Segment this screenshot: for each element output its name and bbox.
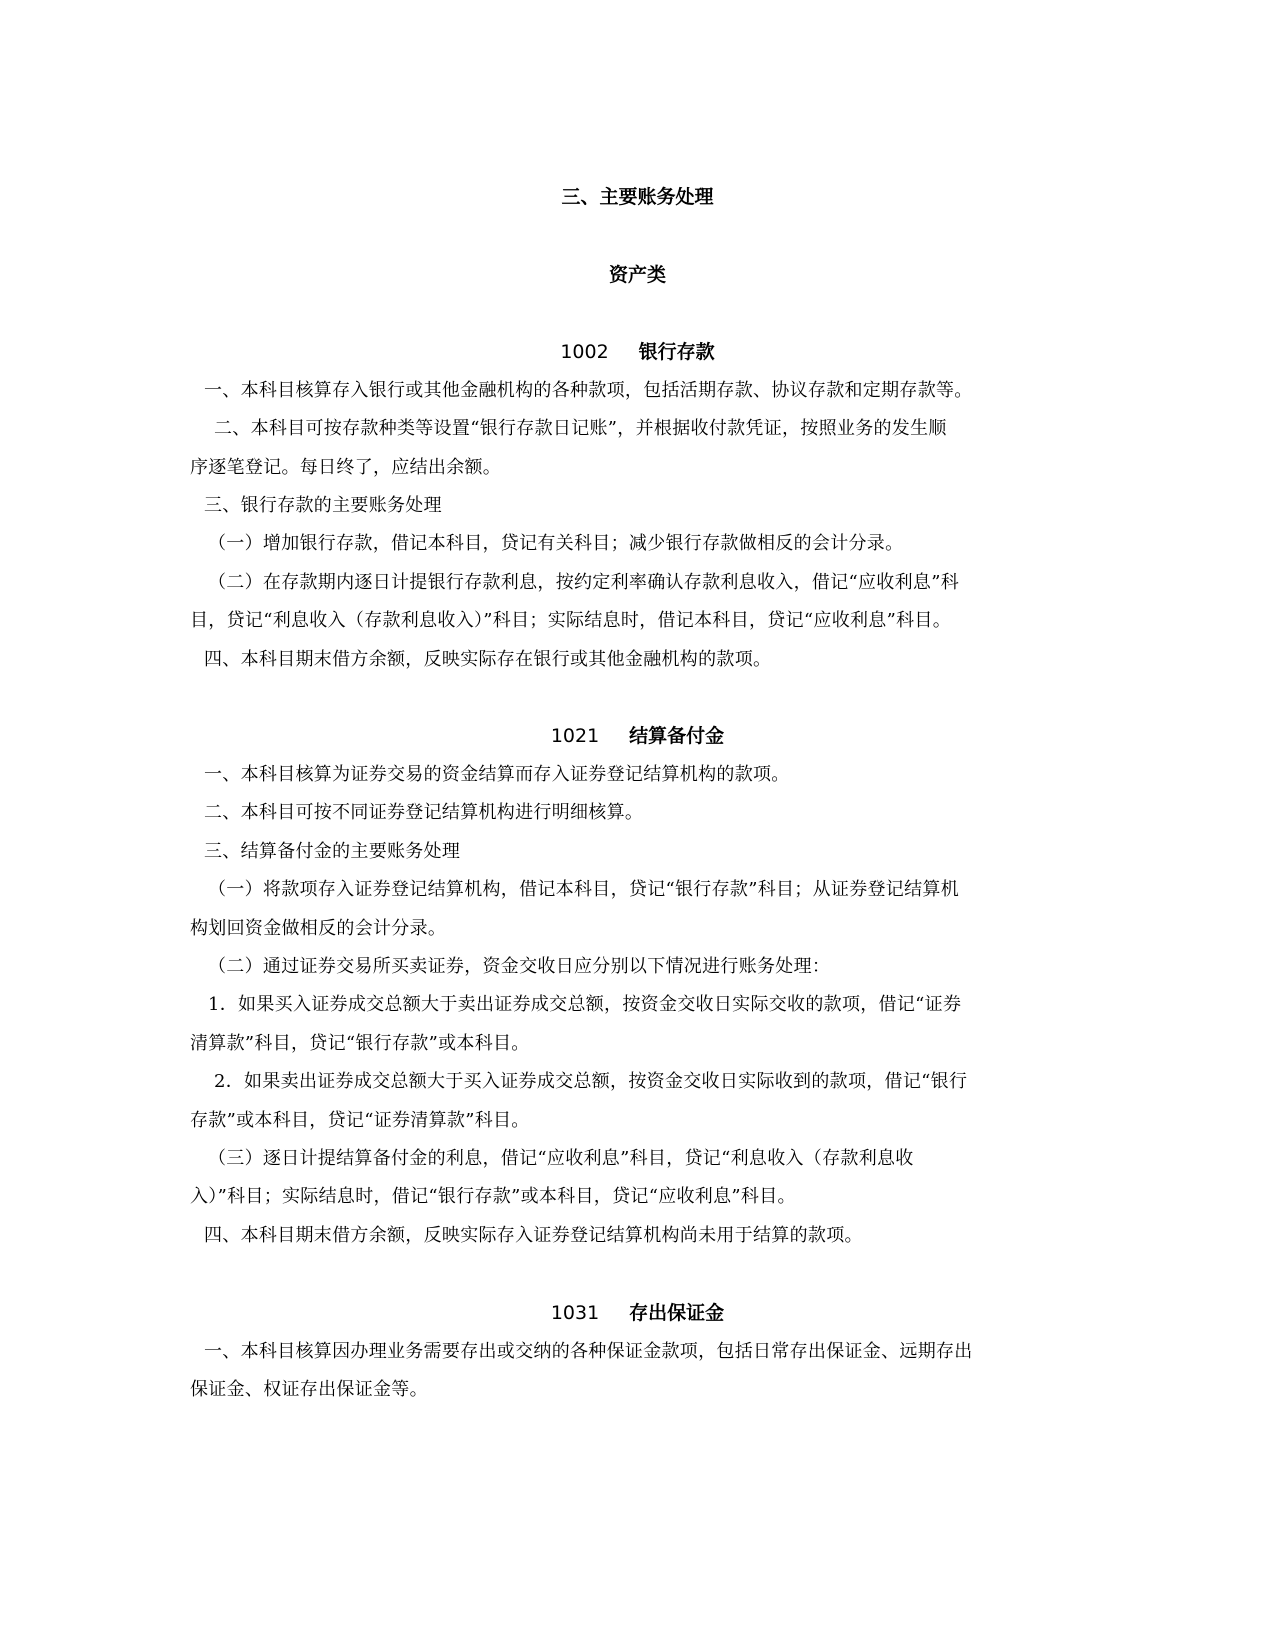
paragraph-line: 四、本科目期末借方余额，反映实际存在银行或其他金融机构的款项。: [204, 649, 772, 670]
page-title: 三、主要账务处理: [561, 186, 714, 208]
paragraph-line: 1．如果买入证券成交总额大于卖出证券成交总额，按资金交收日实际交收的款项，借记“证券: [208, 994, 962, 1015]
paragraph-line: 清算款”科目，贷记“银行存款”或本科目。: [190, 1033, 530, 1054]
account-code: 1031: [550, 1302, 600, 1324]
paragraph-line: 二、本科目可按存款种类等设置“银行存款日记账”，并根据收付款凭证，按照业务的发生顺: [214, 418, 947, 439]
paragraph-line: 序逐笔登记。每日终了，应结出余额。: [190, 457, 502, 478]
section-heading: [0, 337, 1275, 364]
account-name: 银行存款: [638, 341, 715, 363]
paragraph-line: 二、本科目可按不同证券登记结算机构进行明细核算。: [204, 802, 644, 823]
account-code: 1002: [560, 341, 609, 363]
paragraph-line: 三、银行存款的主要账务处理: [204, 495, 442, 516]
paragraph-line: 入）”科目；实际结息时，借记“银行存款”或本科目，贷记“应收利息”科目。: [190, 1186, 796, 1207]
paragraph-line: 存款”或本科目，贷记“证券清算款”科目。: [190, 1110, 530, 1131]
category-heading: 资产类: [608, 264, 666, 286]
paragraph-line: （一）将款项存入证券登记结算机构，借记本科目，贷记“银行存款”科目；从证券登记结算机: [208, 879, 959, 900]
paragraph-line: 一、本科目核算因办理业务需要存出或交纳的各种保证金款项，包括日常存出保证金、远期存出: [204, 1341, 973, 1362]
paragraph-line: 三、结算备付金的主要账务处理: [204, 841, 461, 862]
paragraph-line: 2．如果卖出证券成交总额大于买入证券成交总额，按资金交收日实际收到的款项，借记“银行: [214, 1071, 968, 1092]
paragraph-line: 一、本科目核算存入银行或其他金融机构的各种款项，包括活期存款、协议存款和定期存款等。: [204, 380, 973, 401]
paragraph-line: 保证金、权证存出保证金等。: [190, 1379, 428, 1400]
paragraph-line: （二）在存款期内逐日计提银行存款利息，按约定利率确认存款利息收入，借记“应收利息”科: [208, 572, 959, 593]
paragraph-line: 目，贷记“利息收入（存款利息收入）”科目；实际结息时，借记本科目，贷记“应收利息”科目。: [190, 610, 952, 631]
account-code: 1021: [550, 725, 600, 747]
paragraph-line: （一）增加银行存款，借记本科目，贷记有关科目；减少银行存款做相反的会计分录。: [208, 533, 904, 554]
section-heading: [0, 1298, 1275, 1325]
section-heading: [0, 721, 1275, 748]
paragraph-line: 一、本科目核算为证券交易的资金结算而存入证券登记结算机构的款项。: [204, 764, 790, 785]
paragraph-line: 构划回资金做相反的会计分录。: [190, 918, 447, 939]
account-name: 存出保证金: [629, 1302, 725, 1324]
paragraph-line: 四、本科目期末借方余额，反映实际存入证券登记结算机构尚未用于结算的款项。: [204, 1225, 863, 1246]
paragraph-line: （二）通过证券交易所买卖证券，资金交收日应分别以下情况进行账务处理：: [208, 956, 831, 977]
paragraph-line: （三）逐日计提结算备付金的利息，借记“应收利息”科目，贷记“利息收入（存款利息收: [208, 1148, 914, 1169]
account-name: 结算备付金: [629, 725, 725, 747]
